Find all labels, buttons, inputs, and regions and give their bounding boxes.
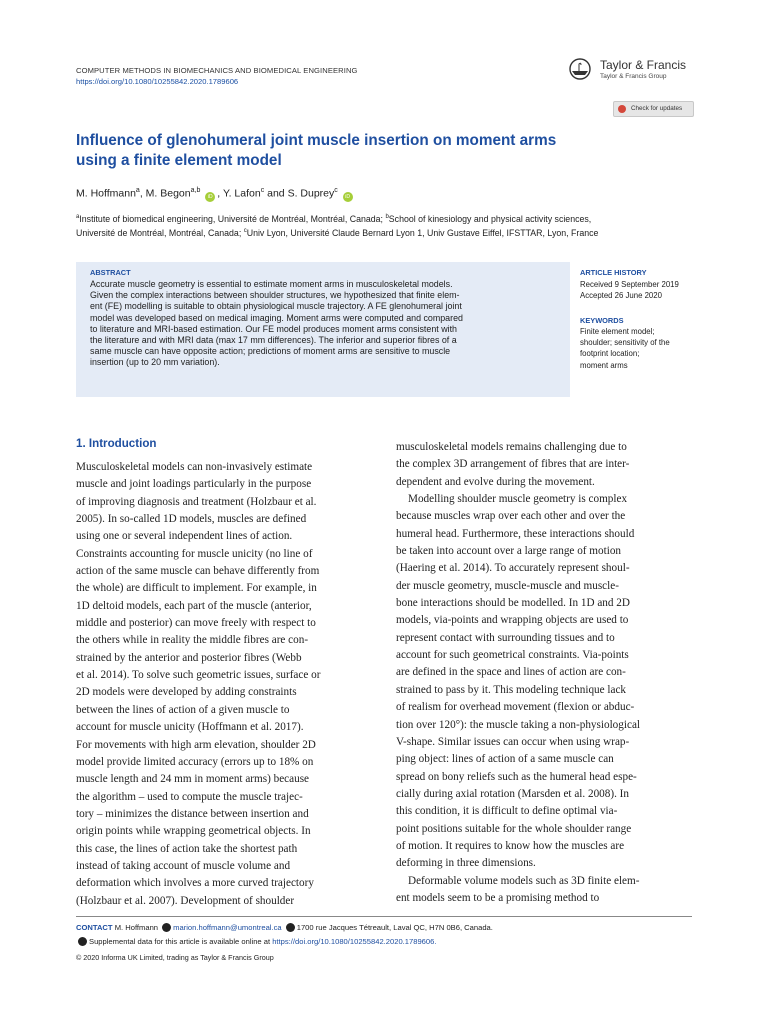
footer-divider xyxy=(76,916,692,917)
author-affil-sup: c xyxy=(334,187,338,194)
body-line: der muscle geometry, muscle-muscle and muscle- xyxy=(396,579,619,592)
body-line: (Holzbaur et al. 2007). Development of shoulder xyxy=(76,894,295,907)
abstract-line: Given the complex interactions between shoulder structures, we hypothesized that finite elem- xyxy=(90,290,460,301)
abstract-line: model was developed based on medical imaging. Moment arms were computed and compared xyxy=(90,312,463,323)
body-column-left xyxy=(76,459,372,910)
body-line: are defined in the space and lines of action are con- xyxy=(396,666,626,679)
affil-sup: b xyxy=(385,214,389,220)
body-column-right xyxy=(396,439,692,907)
received-date: Received 9 September 2019 xyxy=(580,280,679,289)
body-line: of realism for overhead movement (flexion or abduc- xyxy=(396,701,635,714)
contact-label: CONTACT xyxy=(76,923,113,932)
keywords-heading: KEYWORDS xyxy=(580,316,624,325)
body-line: action of the same muscle can behave differently from xyxy=(76,565,320,578)
body-line: the complex 3D arrangement of fibres that are inter- xyxy=(396,458,630,471)
body-line: cially during axial rotation (Marsden et al. 2008). In xyxy=(396,787,630,800)
body-line: humeral head. Furthermore, these interactions should xyxy=(396,527,635,540)
body-line: strained to pass by it. This modeling technique lack xyxy=(396,683,627,696)
check-for-updates-button[interactable] xyxy=(613,101,694,117)
body-line: 2005). In so-called 1D models, muscles are defined xyxy=(76,513,307,526)
author-name[interactable]: M. Hoffmann xyxy=(76,187,136,200)
abstract-line: Accurate muscle geometry is essential to estimate moment arms in musculoskeletal models. xyxy=(90,279,453,289)
abstract-heading: ABSTRACT xyxy=(90,268,131,277)
affil-sup: a xyxy=(76,214,80,220)
body-line: V-shape. Similar issues can occur when using wrap- xyxy=(396,735,630,748)
affiliation-line-1 xyxy=(76,211,696,225)
affiliations xyxy=(76,211,696,240)
keyword-line: moment arms xyxy=(580,360,628,370)
body-line: of improving diagnosis and treatment (Holzbaur et al. xyxy=(76,495,317,508)
body-line: dependent and evolve during the movement. xyxy=(396,475,595,488)
body-line: muscle and joint loadings particularly in the purpose xyxy=(76,478,312,491)
journal-name: COMPUTER METHODS IN BIOMECHANICS AND BIOMEDICAL ENGINEERING xyxy=(76,66,358,75)
supplemental-line xyxy=(76,937,436,946)
abstract-line: the literature and with MRI data (max 17 mm differences). The inferior and superior fibres of a xyxy=(90,335,457,346)
author-separator: and xyxy=(264,187,288,200)
author-name[interactable]: M. Begon xyxy=(145,187,191,200)
body-line: ent models seem to be a promising method to xyxy=(396,891,600,904)
body-line: this case, the lines of action take the shortest path xyxy=(76,842,298,855)
contact-address: 1700 rue Jacques Tétreault, Laval QC, H7N 0B6, Canada. xyxy=(296,923,493,932)
title-line-2: using a finite element model xyxy=(76,152,282,169)
body-line: 2D models were developed by adding constraints xyxy=(76,686,297,699)
body-line: using one or several independent lines of action. xyxy=(76,530,293,543)
supplemental-icon xyxy=(78,937,87,946)
body-line: Constraints accounting for muscle unicity (no line of xyxy=(76,547,313,560)
body-line: deforming in three dimensions. xyxy=(396,857,536,870)
article-history-heading: ARTICLE HISTORY xyxy=(580,268,647,277)
body-line: represent contact with surrounding tissues and to xyxy=(396,631,615,644)
author-name[interactable]: S. Duprey xyxy=(287,187,335,200)
body-line: the others while in reality the middle fibres are con- xyxy=(76,634,309,647)
affil-text: Institute of biomedical engineering, Université de Montréal, Montréal, Canada; xyxy=(79,213,386,224)
body-line: musculoskeletal models remains challenging due to xyxy=(396,441,627,453)
orcid-icon[interactable]: iD xyxy=(343,192,353,202)
body-line: deformation which involves a more curved trajectory xyxy=(76,877,314,890)
article-title xyxy=(76,131,676,171)
orcid-icon[interactable]: iD xyxy=(205,192,215,202)
crossmark-icon xyxy=(618,105,626,113)
abstract-text xyxy=(90,279,557,369)
body-line: Deformable volume models such as 3D finite elem- xyxy=(408,874,640,887)
publisher-logo[interactable] xyxy=(566,58,696,86)
body-line: be taken into account over a large range of motion xyxy=(396,545,622,558)
body-line: of motion. It requires to know how the muscles are xyxy=(396,839,625,852)
publisher-name: Taylor & Francis xyxy=(600,58,687,72)
supplemental-text: Supplemental data for this article is available online at xyxy=(89,937,273,946)
copyright: © 2020 Informa UK Limited, trading as Taylor & Francis Group xyxy=(76,953,274,962)
body-line: strained by the anterior and posterior fibres (Webb xyxy=(76,651,302,664)
section-heading: 1. Introduction xyxy=(76,437,157,450)
body-line: middle and posterior) can move freely with respect to xyxy=(76,617,316,630)
body-line: between the lines of action of a given muscle to xyxy=(76,703,290,716)
body-line: Modelling shoulder muscle geometry is complex xyxy=(408,493,628,506)
contact-email-link[interactable]: marion.hoffmann@umontreal.ca xyxy=(173,923,282,932)
body-line: model provide limited accuracy (errors up to 18% on xyxy=(76,755,314,768)
author-affil-sup: c xyxy=(260,187,265,194)
body-line: et al. 2014). To solve such geometric issues, surface or xyxy=(76,669,321,682)
body-line: because muscles wrap over each other and over the xyxy=(396,510,626,523)
author-affil-sup: a,b xyxy=(190,187,201,194)
body-line: 1D deltoid models, each part of the muscle (anterior, xyxy=(76,599,312,612)
keyword-line: shoulder; sensitivity of the xyxy=(580,338,670,348)
body-line: Musculoskeletal models can non-invasively estimate xyxy=(76,461,313,473)
body-line: account for such geometrical constraints. Via-points xyxy=(396,649,629,662)
author-name[interactable]: Y. Lafon xyxy=(222,187,261,200)
author-list xyxy=(76,187,355,202)
address-icon xyxy=(286,923,295,932)
body-line: the algorithm – used to compute the muscle trajec- xyxy=(76,790,303,803)
body-line: spread on bony reliefs such as the humeral head espe- xyxy=(396,770,637,783)
contact-line xyxy=(76,923,493,932)
publisher-group: Taylor & Francis Group xyxy=(600,73,667,80)
body-line: ping object: lines of action of a same muscle can xyxy=(396,753,614,766)
affiliation-line-2 xyxy=(76,225,696,239)
author-affil-sup: a xyxy=(135,187,140,194)
affil-text: School of kinesiology and physical activity sciences, xyxy=(388,213,592,224)
abstract-line: ent (FE) modelling is suitable to obtain physiological muscle trajectory. A FE glenohumeral joint xyxy=(90,301,462,312)
supplemental-link[interactable]: https://doi.org/10.1080/10255842.2020.1789606. xyxy=(272,937,437,946)
abstract-line: insertion (up to 20 mm variation). xyxy=(90,357,220,368)
body-line: this condition, it is difficult to define optimal via- xyxy=(396,805,618,818)
body-line: the whole) are difficult to implement. For example, in xyxy=(76,582,317,595)
contact-name: M. Hoffmann xyxy=(114,923,159,932)
abstract-line: to literature and MRI-based estimation. Our FE model produces moment arms consistent with xyxy=(90,323,457,334)
email-icon xyxy=(162,923,171,932)
affil-text: Univ Lyon, Université Claude Bernard Lyon 1, Univ Gustave Eiffel, IFSTTAR, Lyon, France xyxy=(246,228,599,239)
keyword-line: Finite element model; xyxy=(580,327,655,336)
accepted-date: Accepted 26 June 2020 xyxy=(580,291,662,300)
body-line: For movements with high arm elevation, shoulder 2D xyxy=(76,738,316,751)
body-line: origin points while wrapping geometrical objects. In xyxy=(76,825,311,838)
keywords-list xyxy=(580,326,670,371)
body-line: (Haering et al. 2014). To accurately represent shoul- xyxy=(396,562,630,575)
body-line: muscle length and 24 mm in moment arms) because xyxy=(76,773,310,786)
body-line: point positions suitable for the whole shoulder range xyxy=(396,822,632,835)
keyword-line: footprint location; xyxy=(580,349,640,359)
body-line: models, via-points and wrapping objects are used to xyxy=(396,614,629,627)
doi-link[interactable]: https://doi.org/10.1080/10255842.2020.1789606 xyxy=(76,77,239,86)
body-line: account for muscle unicity (Hoffmann et al. 2017). xyxy=(76,721,304,734)
publisher-lamp-icon xyxy=(566,58,594,82)
body-line: bone interactions should be modelled. In 1D and 2D xyxy=(396,597,630,610)
title-line-1: Influence of glenohumeral joint muscle insertion on moment arms xyxy=(76,132,557,149)
body-line: tion over 120°): the muscle taking a non-physiological xyxy=(396,718,641,731)
abstract-line: same muscle can have opposite action; predictions of moment arms are sensitive to muscle xyxy=(90,346,451,357)
affil-sup: c xyxy=(243,228,247,235)
body-line: tory – minimizes the distance between insertion and xyxy=(76,807,309,820)
check-updates-label: Check for updates xyxy=(631,105,683,112)
author-separator: , xyxy=(139,187,146,200)
body-line: instead of taking account of muscle volume and xyxy=(76,859,291,872)
affil-text: Université de Montréal, Montréal, Canada; xyxy=(76,228,244,239)
author-separator: , xyxy=(217,187,223,200)
